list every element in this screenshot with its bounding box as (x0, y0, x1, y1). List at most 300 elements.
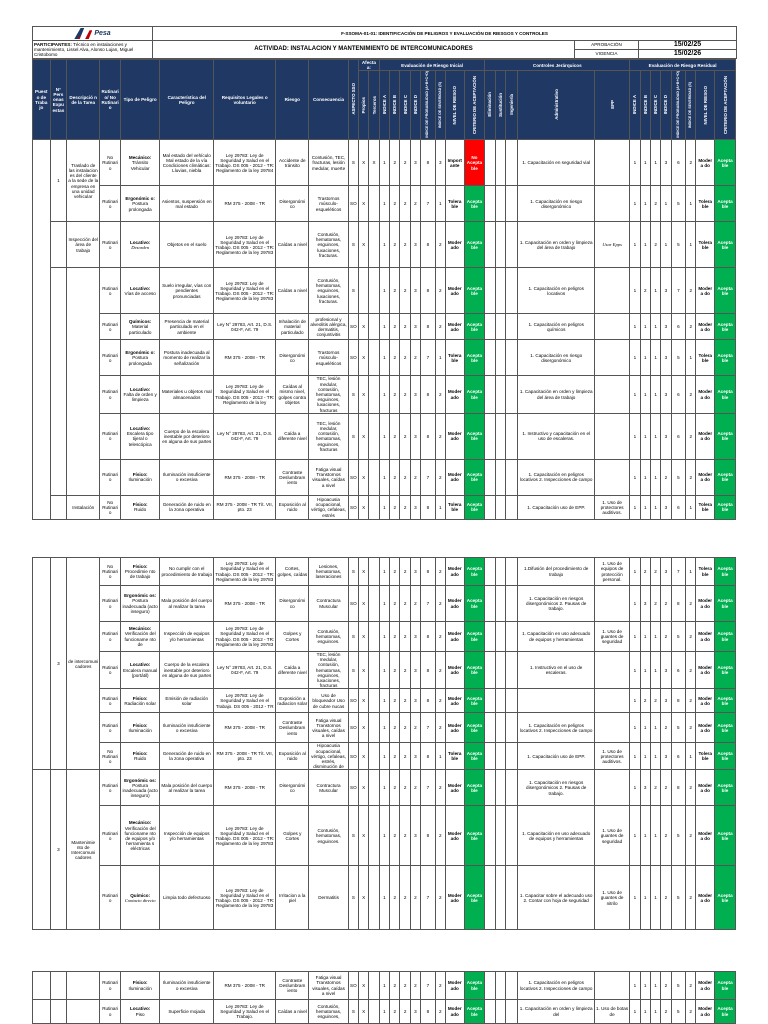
cell-r-rc: 1 (650, 376, 660, 413)
cell-r-ra: 1 (630, 314, 640, 340)
cell-criterio: No Acepta ble (464, 140, 485, 186)
col-nivel-riesgo: NIVEL DE RIESGO (452, 85, 458, 125)
cell-cons: Contusión, hematomas, esguinces, (309, 1000, 348, 1024)
cell-r-rb: 2 (640, 558, 650, 586)
cell-puesto (33, 140, 51, 519)
cell-r-rip: 5 (671, 459, 685, 495)
hazard-type-label: Mecánico: (128, 626, 152, 632)
col-caracteristica: Característica del Peligro (160, 60, 214, 140)
cell-r-rb: 2 (640, 689, 650, 713)
cell-indice-c: 2 (400, 770, 410, 806)
cell-indice-a: 1 (379, 268, 389, 314)
cell-indice-b: 2 (390, 689, 400, 713)
cell-r-criterio: Acepta ble (715, 743, 736, 770)
cell-ingenieria (505, 268, 517, 314)
cell-indice-d: 2 (410, 586, 420, 622)
cell-criterio: Acepta ble (464, 186, 485, 222)
cell-riesgo: Disergonómi co (276, 186, 309, 222)
cell-epp: 1. Uso de protectores auditivos. (595, 495, 630, 519)
cell-r-nivel-riesgo: Tolera ble (696, 743, 715, 770)
cell-criterio: Acepta ble (464, 314, 485, 340)
cell-sustitucion (495, 340, 505, 376)
cell-ingenieria (505, 314, 517, 340)
cell-r-rb: 1 (640, 622, 650, 652)
cell-car: Superficie mojada (160, 1000, 214, 1024)
cell-r-nivel-riesgo: Modera do (696, 972, 715, 1000)
cell-indice-ip: 8 (421, 622, 435, 652)
col-r-indice-prob: INDICE DE PROBABILIDAD (A+B+C+D) (675, 71, 680, 139)
cell-caracteristica: Mala posición del cuerpo al realizar la tarea (160, 770, 214, 806)
cell-administrativo: 1.Difusión del procedimiento de trabajo (518, 558, 595, 586)
cell-criterio: Acepta ble (464, 713, 485, 743)
cell-nivel-riesgo: Moder ado (445, 866, 464, 930)
cell-r-rip: 7 (671, 268, 685, 314)
cell-caracteristica: Generación de ruido en la zona operativa (160, 743, 214, 770)
cell-aspecto: S (348, 376, 358, 413)
cell-indice-a: 1 (379, 743, 389, 770)
cell-tipo-peligro (120, 268, 159, 314)
cell-r-rd: 2 (661, 972, 671, 1000)
cell-riesgo: Caídas al mismo nivel, golpes contra objetos (276, 376, 309, 413)
cell-nivel-riesgo: Moder ado (445, 806, 464, 866)
cell-n-personas (50, 268, 67, 495)
logo-mark-icon (74, 28, 92, 39)
table-row (33, 376, 736, 413)
cell-indice-is: 1 (435, 186, 445, 222)
cell-puesto (33, 972, 51, 1000)
cell-nivel-riesgo: Moder ado (445, 652, 464, 689)
cell-epp (595, 413, 630, 459)
cell-n-personas (50, 495, 67, 519)
cell-propios: X (359, 314, 369, 340)
cell-indice-b: 2 (390, 268, 400, 314)
cell-eliminacion (485, 622, 495, 652)
cell-tipo-peligro (120, 495, 159, 519)
cell-propios: X (359, 806, 369, 866)
cell-sustitucion (495, 866, 505, 930)
cell-nivel-riesgo: Tolera ble (445, 495, 464, 519)
col-consecuencia: Consecuencia (309, 60, 348, 140)
cell-r-ris: 2 (686, 376, 696, 413)
cell-eliminacion (485, 314, 495, 340)
cell-criterio: Acepta ble (464, 222, 485, 268)
cell-criterio: Acepta ble (464, 689, 485, 713)
cell-indice-is: 2 (435, 770, 445, 806)
cell-indice-c: 2 (400, 459, 410, 495)
cell-nivel-riesgo: Moder ado (445, 622, 464, 652)
cell-indice-a: 1 (379, 713, 389, 743)
cell-n-personas (50, 1000, 67, 1024)
cell-propios: X (359, 558, 369, 586)
cell-criterio: Acepta ble (464, 652, 485, 689)
cell-consecuencia: Fatiga visual Transtornos visuales, caídas a nivel (309, 713, 348, 743)
cell-r-rc: 2 (650, 222, 660, 268)
cell-indice-c: 2 (400, 866, 410, 930)
cell-indice-b: 2 (390, 713, 400, 743)
cell-r-ris: 1 (686, 495, 696, 519)
cell-r-rb: 2 (640, 268, 650, 314)
cell-indice-d: 2 (410, 770, 420, 806)
cell-eliminacion (485, 340, 495, 376)
col-epp: EPP (609, 100, 615, 110)
table-row (33, 586, 736, 622)
cell-caracteristica: Emisión de radiación solar (160, 689, 214, 713)
cell-ingenieria (505, 713, 517, 743)
cell-terceros (369, 743, 379, 770)
cell-indice-a: 1 (379, 770, 389, 806)
hazard-type-label: Químicos: (128, 319, 152, 325)
hazard-type-detail: Verificación del funcioname nto de (124, 631, 156, 647)
cell-indice-b: 2 (390, 866, 400, 930)
cell-rutinario: Rutinari o (100, 413, 121, 459)
cell-sustitucion (495, 689, 505, 713)
cell-tipo-peligro (120, 186, 159, 222)
cell-eliminacion (485, 586, 495, 622)
cell-epp: 1. Uso de botas de (594, 1000, 629, 1024)
cell-indice-ip: 8 (421, 222, 435, 268)
cell-r-rd: 3 (661, 689, 671, 713)
cell-r-nivel-riesgo: Modera do (696, 140, 715, 186)
cell-requisitos: Ley 29783: Ley de Seguridad y Salud en el Trabajo. DS 005 - 2012 - TR: Reglamento de la ley 29784 (214, 140, 276, 186)
cell-tipo-peligro (120, 866, 159, 930)
cell-r-ris: 1 (686, 340, 696, 376)
cell-r-rc: 1 (650, 495, 660, 519)
cell-indice-a: 1 (379, 558, 389, 586)
cell-n-personas: 3 (50, 770, 67, 930)
cell-sustitucion (495, 622, 505, 652)
cell-requisitos: RM 375 - 2008 - TR (214, 340, 276, 376)
cell-criterio: Acepta ble (464, 972, 485, 1000)
cell-consecuencia: Contractura Muscular (309, 586, 348, 622)
cell-caracteristica: Asientos, suspensión en mal estado (160, 186, 214, 222)
cell-r-rd: 1 (661, 222, 671, 268)
cell-cons: Fatiga visual Transtornos visuales, caídas a nivel (309, 972, 348, 1000)
validity-label: VIGENCIA (575, 50, 639, 59)
cell-eliminacion (485, 743, 495, 770)
cell-eliminacion (485, 770, 495, 806)
cell-indice-is: 1 (435, 495, 445, 519)
cell-indice-d: 2 (410, 866, 420, 930)
cell-tipo-peligro (120, 806, 159, 866)
cell-req: RM 375 - 2008 - TR (214, 972, 276, 1000)
cell-r-ris: 2 (686, 689, 696, 713)
cell-ingenieria (505, 495, 517, 519)
hazard-type-detail: Verificación del funcioname nto de equipos y/o herramienta s eléctricas (124, 825, 156, 852)
cell-r-rd: 3 (661, 314, 671, 340)
cell-r-rip: 6 (671, 652, 685, 689)
cell-criterio: Acepta ble (464, 459, 485, 495)
cell-epp (595, 376, 630, 413)
cell-indice-ip: 7 (421, 586, 435, 622)
cell-r-criterio: Acepta ble (715, 376, 736, 413)
cell-epp: Usar Epps (595, 222, 630, 268)
cell-indice-d: 3 (410, 314, 420, 340)
cell-r-ris: 2 (686, 652, 696, 689)
cell-indice-d: 3 (410, 743, 420, 770)
cell-indice-d: 3 (410, 413, 420, 459)
cell-indice-a: 1 (379, 140, 389, 186)
cell-r-ris: 2 (686, 268, 696, 314)
cell-indice-c: 2 (400, 413, 410, 459)
cell-tipo-peligro (120, 340, 159, 376)
cell-r-rip: 8 (671, 586, 685, 622)
cell-b: 2 (390, 972, 400, 1000)
col-eliminacion: Eliminación (487, 92, 493, 118)
cell-terceros (369, 376, 379, 413)
cell-tipo-peligro (120, 713, 159, 743)
table-row (33, 972, 736, 1000)
hazard-type-label: Locativo: (129, 239, 151, 245)
hazard-type-label: Ergonómic os: (124, 777, 157, 783)
cell-caracteristica: No cumplir con el procedimiento de trabajo (160, 558, 214, 586)
cell-indice-is: 2 (435, 314, 445, 340)
page-2 (32, 557, 736, 930)
cell-r-criterio: Acepta ble (715, 413, 736, 459)
cell-ingenieria (505, 652, 517, 689)
col-aspecto-text: ASPECTO SSO (350, 83, 356, 115)
cell-r-nivel-riesgo: Modera do (696, 652, 715, 689)
cell-r-criterio: Acepta ble (715, 222, 736, 268)
cell-r-criterio: Acepta ble (715, 689, 736, 713)
cell-r-rb: 1 (640, 186, 650, 222)
cell-t (369, 972, 379, 1000)
cell-r-rc: 2 (650, 689, 660, 713)
cell-rutinario: Rutinari o (100, 652, 121, 689)
cell-r-nivel-riesgo: Tolera ble (696, 222, 715, 268)
cell-eliminacion (485, 186, 495, 222)
cell-terceros (369, 314, 379, 340)
cell-r-ra: 1 (630, 340, 640, 376)
cell-riesgo: Disergonómi co (276, 586, 309, 622)
cell-r-ris: 1 (686, 743, 696, 770)
cell-r-rd: 3 (661, 340, 671, 376)
cell-r-criterio: Acepta ble (715, 652, 736, 689)
cell-sustitucion (495, 186, 505, 222)
hazard-type-detail: Iluminación (128, 477, 152, 483)
hazard-type-label: Mecánico: (128, 820, 152, 826)
cell-r-rc: 2 (650, 770, 660, 806)
cell-propios: X (359, 586, 369, 622)
cell-indice-d: 2 (410, 459, 420, 495)
document-header (32, 26, 737, 59)
cell-descripcion: Inspección del área de trabajo (67, 222, 100, 268)
hazard-type-label: Locativo: (129, 386, 151, 392)
cell-r-rd: 2 (661, 806, 671, 866)
hazard-type-label: Locativo: (129, 285, 151, 291)
cell-epp (594, 652, 629, 689)
col-sustitucion: Sustitución (497, 92, 503, 117)
cell-r-rip: 8 (671, 770, 685, 806)
cell-consecuencia: Hipoacusia ocupacional, vértigo, cefaleas, estrés (309, 495, 348, 519)
cell-aspecto: S (348, 652, 358, 689)
cell-epp (594, 713, 629, 743)
cell-descripcion: Instalación (67, 495, 100, 519)
cell-r-rc: 1 (650, 713, 660, 743)
hazard-type-label: Físico: (132, 751, 148, 757)
cell-r-rc: 2 (650, 558, 660, 586)
cell-asp: SO (348, 972, 358, 1000)
cell-epp: 1. Uso de guantes de nitrilo (594, 866, 629, 930)
cell-r-ra: 1 (630, 140, 640, 186)
cell-indice-c: 2 (400, 222, 410, 268)
cell-indice-is: 2 (435, 866, 445, 930)
cell-propios: X (359, 743, 369, 770)
cell-administrativo: 1. Capacitación en riesgo disergonómico (518, 340, 595, 376)
cell-terceros (369, 866, 379, 930)
cell-r-ris: 2 (686, 806, 696, 866)
cell-aspecto: S (348, 866, 358, 930)
hazard-type-label: Físico: (132, 502, 148, 508)
cell-r-rip: 7 (671, 558, 685, 586)
cell-indice-is: 2 (435, 376, 445, 413)
cell-criterio: Acepta ble (464, 806, 485, 866)
cell-r-rip: 5 (671, 186, 685, 222)
cell-r-nivel-riesgo: Modera do (696, 806, 715, 866)
cell-r-rc: 2 (650, 186, 660, 222)
cell-r-rd: 3 (661, 652, 671, 689)
cell-epp: 1. Uso de equipos de protección personal. (594, 558, 629, 586)
cell-r-ris: 2 (686, 586, 696, 622)
cell-ingenieria (505, 770, 517, 806)
cell-nivel-riesgo: Moder ado (445, 689, 464, 713)
cell-indice-c: 2 (400, 622, 410, 652)
cell-ingenieria (505, 413, 517, 459)
cell-terceros (369, 186, 379, 222)
table-row (33, 770, 736, 806)
col-riesgo: Riesgo (276, 60, 309, 140)
cell-tipo-peligro (120, 376, 159, 413)
cell-r-ra: 1 (630, 770, 640, 806)
cell-caracteristica: Suelo irregular, vías con pendientes pronunciadas (160, 268, 214, 314)
cell-r-ra: 1 (630, 268, 640, 314)
cell-eliminacion (485, 713, 495, 743)
table-row (33, 495, 736, 519)
cell-sustitucion (495, 268, 505, 314)
cell-indice-a: 1 (379, 652, 389, 689)
cell-rutinario: Rutinari o (100, 222, 121, 268)
cell-r-ra: 1 (630, 413, 640, 459)
cell-nivel-riesgo: Moder ado (445, 268, 464, 314)
cell-r-rip: 5 (671, 622, 685, 652)
cell-tipo-peligro (120, 459, 159, 495)
cell-aspecto: S (348, 558, 358, 586)
hazard-type-detail: Desorden (131, 244, 149, 250)
cell-r-rip: 5 (671, 222, 685, 268)
cell-r-rd: 3 (661, 376, 671, 413)
cell-indice-d: 3 (410, 376, 420, 413)
cell-r-rc: 1 (650, 413, 660, 459)
hazard-type-detail: Ruido (134, 756, 147, 762)
cell-rutinario: Rutinari o (100, 806, 121, 866)
cell-sustitucion (495, 459, 505, 495)
cell-administrativo: 1. Capacitación en peligros locativos 2. Inspecciones de campo (518, 972, 595, 1000)
cell-rutinario: No Rutinari o (100, 140, 121, 186)
cell-eliminacion (485, 459, 495, 495)
cell-riesgo: Exposición al ruido (276, 495, 309, 519)
cell-nivel-riesgo: Tolera ble (445, 340, 464, 376)
cell-indice-ip: 8 (421, 268, 435, 314)
cell-r-rc: 1 (650, 652, 660, 689)
cell-r-ra: 1 (630, 1000, 640, 1024)
cell-indice-b: 2 (390, 222, 400, 268)
cell-ingenieria (505, 972, 517, 1000)
hazard-type-detail: Radiación solar (124, 700, 156, 706)
cell-r-rb: 3 (640, 770, 650, 806)
cell-r-nivel-riesgo: Tolera ble (696, 495, 715, 519)
cell-riesgo: Golpes y Cortes (276, 622, 309, 652)
cell-caracteristica: Postura inadecuada al momento de realizar la señalización (160, 340, 214, 376)
cell-nivel-riesgo: Import ante (445, 140, 464, 186)
cell-epp (595, 459, 630, 495)
cell-propios: X (359, 652, 369, 689)
cell-indice-d: 3 (410, 622, 420, 652)
cell-r-ris: 2 (686, 1000, 696, 1024)
cell-administrativo: 1. Capacitación en uso adecuado de equipos y herramientas (518, 806, 595, 866)
cell-riesgo: Inhalación de material particulado (276, 314, 309, 340)
cell-r-rc: 1 (650, 866, 660, 930)
cell-consecuencia: Hipoacusia ocupacional, vértigo, cefaleas, estrés, disminución de (309, 743, 348, 770)
cell-r-rb: 1 (640, 806, 650, 866)
table-row (33, 622, 736, 652)
cell-indice-b: 2 (390, 743, 400, 770)
cell-consecuencia: Trastornos músculo-esqueléticos (309, 186, 348, 222)
cell-is: 2 (435, 972, 445, 1000)
cell-tipo-peligro (120, 622, 159, 652)
cell-tipo-peligro (120, 222, 159, 268)
cell-r-nivel-riesgo: Tolera ble (696, 186, 715, 222)
cell-eliminacion (485, 413, 495, 459)
hazard-type-detail: Falta de orden y limpieza (123, 392, 157, 403)
cell-rutinario: Rutinari o (100, 459, 121, 495)
cell-nivel-riesgo: Moder ado (445, 1000, 464, 1024)
cell-epp (595, 186, 630, 222)
cell-administrativo (518, 689, 595, 713)
cell-requisitos: Ley N° 29783, Art. 21, D.S. 042-F, Art. 79 (214, 314, 276, 340)
cell-caracteristica: Inspección de equipos y/o herramientas (160, 622, 214, 652)
cell-aspecto: S (348, 806, 358, 866)
cell-terceros (369, 586, 379, 622)
cell-eliminacion (485, 268, 495, 314)
cell-r-ris: 2 (686, 713, 696, 743)
col-administrativo: Administrativo (553, 89, 559, 121)
cell-indice-ip: 8 (421, 689, 435, 713)
cell-a: 1 (379, 972, 389, 1000)
cell-r-rip: 5 (671, 713, 685, 743)
cell-nivel-riesgo: Moder ado (445, 713, 464, 743)
cell-indice-a: 1 (379, 340, 389, 376)
cell-nivel-riesgo: Moder ado (445, 314, 464, 340)
cell-r-criterio: Acepta ble (715, 806, 736, 866)
cell-indice-b: 2 (390, 140, 400, 186)
cell-r-ra: 1 (630, 495, 640, 519)
cell-indice-is: 1 (435, 743, 445, 770)
cell-caracteristica: Limpia todo defectuoso (160, 866, 214, 930)
cell-sustitucion (495, 770, 505, 806)
cell-riesgo: Exposición a radiacion solar (276, 689, 309, 713)
cell-r-ris: 2 (686, 413, 696, 459)
cell-caracteristica: Mala posición del cuerpo al realizar la tarea (160, 586, 214, 622)
cell-indice-d: 3 (410, 652, 420, 689)
cell-riesgo: Cortes, golpes, caídas (276, 558, 309, 586)
col-afecta: Afecta a: (359, 60, 380, 71)
cell-riesgo: Caída a diferente nivel (276, 652, 309, 689)
cell-r-ra: 1 (630, 972, 640, 1000)
cell-indice-is: 3 (435, 140, 445, 186)
cell-ingenieria (505, 806, 517, 866)
cell-indice-ip: 8 (421, 806, 435, 866)
cell-ingenieria (505, 866, 517, 930)
cell-eliminacion (485, 495, 495, 519)
